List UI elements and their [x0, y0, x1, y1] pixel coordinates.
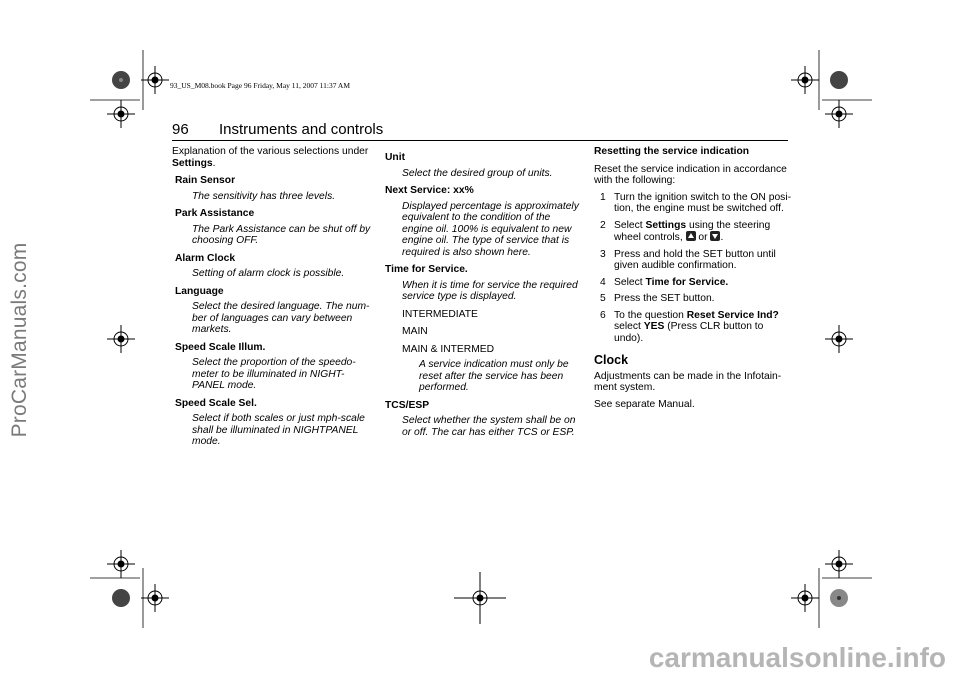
column-2 [385, 152, 580, 438]
term-next-service: Next Service: xx% [385, 185, 474, 196]
term-speed-scale-sel: Speed Scale Sel. [175, 397, 257, 409]
desc-rain-sensor: The sensitivity has three levels. [192, 190, 336, 202]
column-1 [172, 146, 372, 448]
option-intermediate: INTERMEDIATE [402, 308, 478, 320]
side-watermark: ProCarManuals.com [8, 242, 31, 438]
desc-next-service: Displayed percentage is approximately equivalent to the condition of the engine oil. 100% is equivalent to new engine oil. The type of service that is required is also shown here. [402, 200, 579, 258]
desc-unit: Select the desired group of units. [402, 167, 553, 179]
reset-intro: Reset the service indication in accordance with the following: [594, 163, 787, 186]
step-2: 2 Select Settings using the steering wheel controls, or . [600, 219, 771, 243]
down-arrow-button-icon [710, 231, 720, 241]
page-title: Instruments and controls [219, 121, 384, 138]
desc-speed-scale-sel: Select if both scales or just mph-scale shall be illuminated in NIGHTPANEL mode. [192, 413, 365, 447]
step-1: 1 Turn the ignition switch to the ON posi-tion, the engine must be switched off. [600, 191, 792, 214]
step-5: 5 Press the SET button. [600, 293, 715, 304]
desc-alarm-clock: Setting of alarm clock is possible. [192, 268, 345, 279]
desc-speed-scale-illum: Select the proportion of the speedo-meter to be illuminated in NIGHT-PANEL mode. [192, 357, 356, 391]
desc-service-options: A service indication must only be reset after the service has been performed. [419, 359, 569, 393]
clock-heading: Clock [594, 353, 629, 367]
page-number: 96 [172, 121, 189, 138]
term-park-assistance: Park Assistance [175, 208, 255, 219]
clock-text-2: See separate Manual. [594, 398, 695, 410]
bottom-watermark: carmanualsonline.info [648, 642, 946, 673]
term-tcs-esp: TCS/ESP [385, 399, 430, 411]
clock-text: Adjustments can be made in the Infotain-ment system. [594, 370, 782, 393]
header-rule [172, 140, 788, 141]
intro-paragraph: Explanation of the various selections under Settings. [172, 146, 369, 169]
term-language: Language [175, 285, 224, 297]
term-rain-sensor: Rain Sensor [175, 175, 236, 186]
step-3: 3 Press and hold the SET button until given audible confirmation. [600, 248, 776, 271]
option-main-intermed: MAIN & INTERMED [402, 343, 495, 355]
reset-heading: Resetting the service indication [594, 146, 750, 157]
up-arrow-button-icon [686, 231, 696, 241]
desc-language: Select the desired language. The num-ber of languages can vary between markets. [192, 301, 370, 335]
term-alarm-clock: Alarm Clock [175, 252, 236, 264]
step-6: 6 To the question Reset Service Ind? select YES (Press CLR button to undo). [600, 309, 779, 344]
option-main: MAIN [402, 326, 428, 337]
desc-time-for-service: When it is time for service the required service type is displayed. [402, 279, 578, 302]
desc-park-assistance: The Park Assistance can be shut off by choosing OFF. [192, 223, 371, 246]
term-time-for-service: Time for Service. [385, 264, 468, 275]
column-3 [594, 146, 794, 410]
book-info-line: 93_US_M08.book Page 96 Friday, May 11, 2007 11:37 AM [170, 81, 350, 90]
desc-tcs-esp: Select whether the system shall be on or off. The car has either TCS or ESP. [402, 415, 576, 438]
step-4: 4 Select Time for Service. [600, 276, 729, 288]
term-speed-scale-illum: Speed Scale Illum. [175, 341, 266, 353]
term-unit: Unit [385, 152, 406, 163]
